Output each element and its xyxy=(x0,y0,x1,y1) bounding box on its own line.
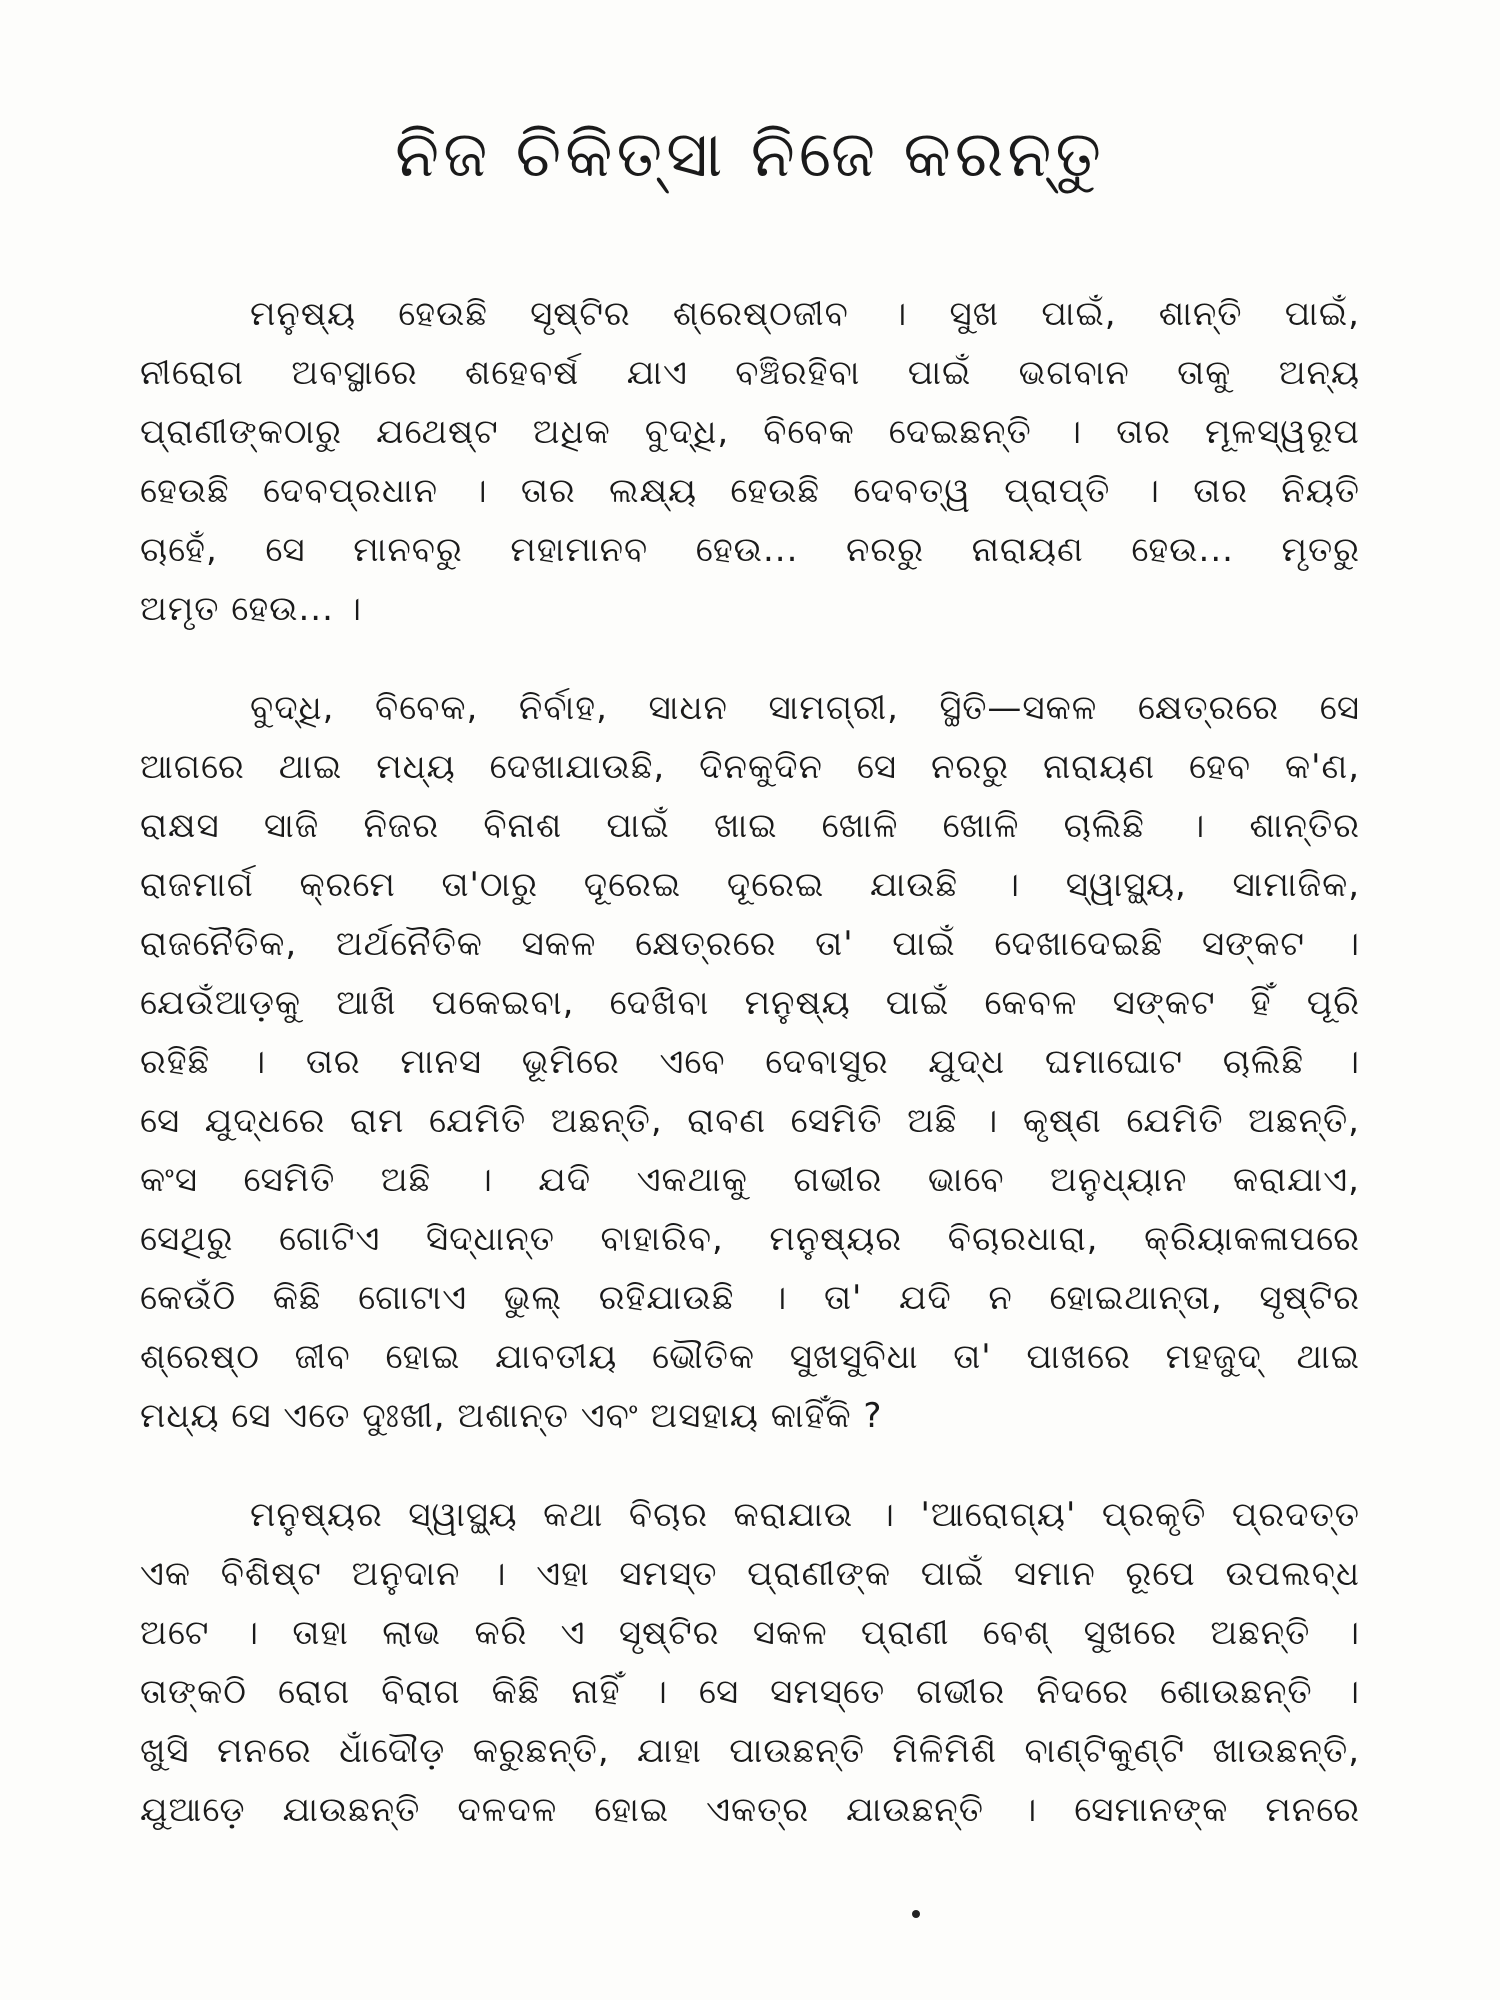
paragraph-3 xyxy=(140,1486,1360,1840)
text-line: ଶ୍ରେଷ୍ଠ ଜୀବ ହୋଇ ଯାବତୀୟ ଭୌତିକ ସୁଖସୁବିଧା ତା' ପାଖରେ ମହଜୁଦ୍ ଥାଇ xyxy=(140,1337,1360,1377)
text-line: ମନୁଷ୍ୟର ସ୍ୱାସ୍ଥ୍ୟ କଥା ବିଚାର କରାଯାଉ । 'ଆରୋଗ୍ୟ' ପ୍ରକୃତି ପ୍ରଦତ୍ତ xyxy=(250,1495,1360,1535)
text-line: ରାଜମାର୍ଗ କ୍ରମେ ତା'ଠାରୁ ଦୂରେଇ ଦୂରେଇ ଯାଉଛି । ସ୍ୱାସ୍ଥ୍ୟ, ସାମାଜିକ, xyxy=(140,865,1360,905)
text-line: ତାଙ୍କଠି ରୋଗ ବିରାଗ କିଛି ନାହିଁ । ସେ ସମସ୍ତେ ଗଭୀର ନିଦରେ ଶୋଉଛନ୍ତି । xyxy=(140,1672,1360,1712)
text-line: ହେଉଛି ଦେବପ୍ରଧାନ । ତାର ଲକ୍ଷ୍ୟ ହେଉଛି ଦେବତ୍ୱ ପ୍ରାପ୍ତି । ତାର ନିୟତି xyxy=(140,471,1360,511)
text-line: ଯୁଆଡ଼େ ଯାଉଛନ୍ତି ଦଳଦଳ ହୋଇ ଏକତ୍ର ଯାଉଛନ୍ତି । ସେମାନଙ୍କ ମନରେ xyxy=(140,1790,1360,1830)
page-title: ନିଜ ଚିକିତ୍ସା ନିଜେ କରନ୍ତୁ xyxy=(394,118,1106,192)
text-line: ଅମୃତ ହେଉ... । xyxy=(140,589,363,629)
text-line: ଖୁସି ମନରେ ଧାଁଦୌଡ଼ କରୁଛନ୍ତି, ଯାହା ପାଉଛନ୍ତି ମିଳିମିଶି ବାଣ୍ଟିକୁଣ୍ଟି ଖାଉଛନ୍ତି, xyxy=(140,1731,1360,1771)
text-line: ଅଟେ । ତାହା ଲାଭ କରି ଏ ସୃଷ୍ଟିର ସକଳ ପ୍ରାଣୀ ବେଶ୍ ସୁଖରେ ଅଛନ୍ତି । xyxy=(140,1613,1360,1653)
text-line: ରାଜନୈତିକ, ଅର୍ଥନୈତିକ ସକଳ କ୍ଷେତ୍ରରେ ତା' ପାଇଁ ଦେଖାଦେଇଛି ସଙ୍କଟ । xyxy=(140,924,1360,964)
text-line: ପ୍ରାଣୀଙ୍କଠାରୁ ଯଥେଷ୍ଟ ଅଧିକ ବୁଦ୍ଧି, ବିବେକ ଦେଇଛନ୍ତି । ତାର ମୂଳସ୍ୱରୂପ xyxy=(140,412,1360,452)
paragraph-1 xyxy=(140,285,1360,639)
ink-dot xyxy=(912,1910,920,1918)
text-line: ରହିଛି । ତାର ମାନସ ଭୂମିରେ ଏବେ ଦେବାସୁର ଯୁଦ୍ଧ ଘମାଘୋଟ ଚାଲିଛି । xyxy=(140,1042,1360,1082)
text-line: ଚାହେଁ, ସେ ମାନବରୁ ମହାମାନବ ହେଉ... ନରରୁ ନାରାୟଣ ହେଉ... ମୃତରୁ xyxy=(140,530,1360,570)
text-line: ଆଗରେ ଥାଇ ମଧ୍ୟ ଦେଖାଯାଉଛି, ଦିନକୁଦିନ ସେ ନରରୁ ନାରାୟଣ ହେବ କ'ଣ, xyxy=(140,747,1360,787)
text-line: ଯେଉଁଆଡ଼କୁ ଆଖି ପକେଇବା, ଦେଖିବା ମନୁଷ୍ୟ ପାଇଁ କେବଳ ସଙ୍କଟ ହିଁ ପୂରି xyxy=(140,983,1360,1023)
body-text xyxy=(140,285,1360,1880)
text-line: ମନୁଷ୍ୟ ହେଉଛି ସୃଷ୍ଟିର ଶ୍ରେଷ୍ଠଜୀବ । ସୁଖ ପାଇଁ, ଶାନ୍ତି ପାଇଁ, xyxy=(250,294,1360,334)
text-line: ନୀରୋଗ ଅବସ୍ଥାରେ ଶହେବର୍ଷ ଯାଏ ବଞ୍ଚିରହିବା ପାଇଁ ଭଗବାନ ତାକୁ ଅନ୍ୟ xyxy=(140,353,1360,393)
text-line: କେଉଁଠି କିଛି ଗୋଟାଏ ଭୁଲ୍ ରହିଯାଉଛି । ତା' ଯଦି ନ ହୋଇଥାନ୍ତା, ସୃଷ୍ଟିର xyxy=(140,1278,1360,1318)
text-line: ସେ ଯୁଦ୍ଧରେ ରାମ ଯେମିତି ଅଛନ୍ତି, ରାବଣ ସେମିତି ଅଛି । କୃଷ୍ଣ ଯେମିତି ଅଛନ୍ତି, xyxy=(140,1101,1360,1141)
text-line: ରାକ୍ଷସ ସାଜି ନିଜର ବିନାଶ ପାଇଁ ଖାଇ ଖୋଳି ଖୋଳି ଚାଲିଛି । ଶାନ୍ତିର xyxy=(140,806,1360,846)
paragraph-2 xyxy=(140,679,1360,1446)
text-line: ସେଥିରୁ ଗୋଟିଏ ସିଦ୍ଧାନ୍ତ ବାହାରିବ, ମନୁଷ୍ୟର ବିଚାରଧାରା, କ୍ରିୟାକଳାପରେ xyxy=(140,1219,1360,1259)
text-line: ବୁଦ୍ଧି, ବିବେକ, ନିର୍ବାହ, ସାଧନ ସାମଗ୍ରୀ, ସ୍ଥିତି—ସକଳ କ୍ଷେତ୍ରରେ ସେ xyxy=(250,688,1360,728)
text-line: ଏକ ବିଶିଷ୍ଟ ଅନୁଦାନ । ଏହା ସମସ୍ତ ପ୍ରାଣୀଙ୍କ ପାଇଁ ସମାନ ରୂପେ ଉପଲବ୍ଧ xyxy=(140,1554,1360,1594)
text-line: ମଧ୍ୟ ସେ ଏତେ ଦୁଃଖୀ, ଅଶାନ୍ତ ଏବଂ ଅସହାୟ କାହିଁକି ? xyxy=(140,1396,883,1436)
text-line: କଂସ ସେମିତି ଅଛି । ଯଦି ଏକଥାକୁ ଗଭୀର ଭାବେ ଅନୁଧ୍ୟାନ କରାଯାଏ, xyxy=(140,1160,1360,1200)
